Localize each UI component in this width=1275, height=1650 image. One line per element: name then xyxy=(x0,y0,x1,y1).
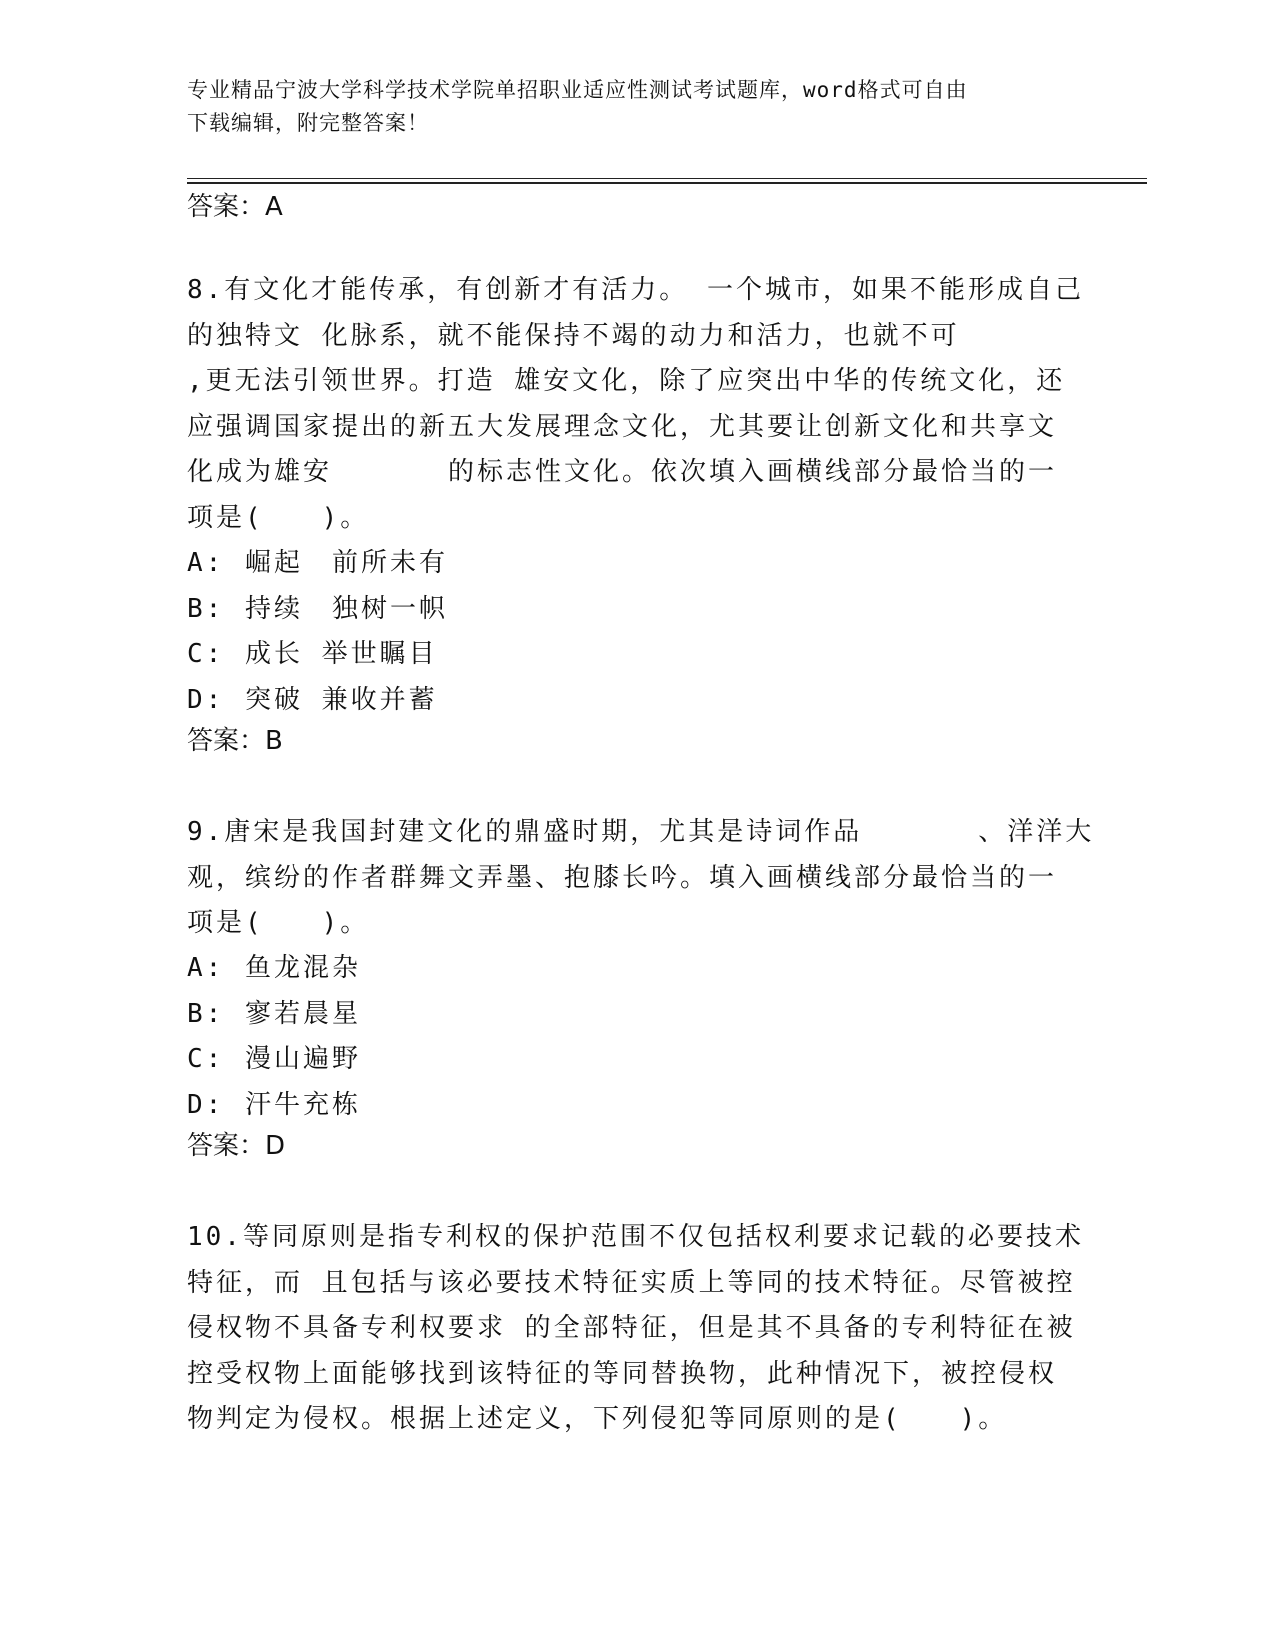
question-line: 特征，而 且包括与该必要技术特征实质上等同的技术特征。尽管被控 xyxy=(187,1267,1076,1298)
question-line: 物判定为侵权。根据上述定义，下列侵犯等同原则的是( )。 xyxy=(187,1404,1008,1434)
header-divider-thick xyxy=(187,182,1147,184)
option-key: C: xyxy=(187,639,225,669)
answer-8: 答案：B xyxy=(187,726,283,756)
option-text: 汗牛充栋 xyxy=(245,1089,362,1120)
header-divider-thin xyxy=(187,178,1147,179)
answer-9: 答案：D xyxy=(187,1131,286,1161)
option-c xyxy=(187,632,448,678)
option-key: D: xyxy=(187,684,225,715)
option-text: 成长 举世瞩目 xyxy=(245,639,438,669)
header-line-1: 专业精品宁波大学科学技术学院单招职业适应性测试考试题库，word格式可自由 xyxy=(187,78,968,102)
option-text: 持续 独树一帜 xyxy=(245,593,449,624)
question-line: 观，缤纷的作者群舞文弄墨、抱膝长吟。填入画横线部分最恰当的一 xyxy=(187,862,1058,893)
option-c xyxy=(187,1037,361,1083)
option-key: A: xyxy=(187,953,225,983)
question-line: 10.等同原则是指专利权的保护范围不仅包括权利要求记载的必要技术 xyxy=(187,1222,1084,1252)
option-text: 漫山遍野 xyxy=(245,1044,362,1074)
option-key: A: xyxy=(187,548,225,578)
option-text: 寥若晨星 xyxy=(245,998,362,1029)
option-d xyxy=(187,1083,361,1129)
option-b xyxy=(187,587,448,633)
question-line: ,更无法引领世界。打造 雄安文化，除了应突出中华的传统文化，还 xyxy=(187,366,1066,396)
question-10 xyxy=(187,1215,1084,1443)
option-key: D: xyxy=(187,1089,225,1120)
question-line: 化成为雄安 的标志性文化。依次填入画横线部分最恰当的一 xyxy=(187,457,1058,487)
option-text: 突破 兼收并蓄 xyxy=(245,684,438,715)
option-text: 崛起 前所未有 xyxy=(245,548,449,578)
option-a xyxy=(187,541,448,587)
question-line: 9.唐宋是我国封建文化的鼎盛时期，尤其是诗词作品 、洋洋大 xyxy=(187,817,1095,847)
question-8-options xyxy=(187,541,448,723)
header-line-2: 下载编辑，附完整答案！ xyxy=(187,111,429,135)
question-line: 项是( )。 xyxy=(187,502,370,533)
option-d xyxy=(187,678,448,724)
answer-7: 答案：A xyxy=(187,192,283,222)
question-line: 侵权物不具备专利权要求 的全部特征，但是其不具备的专利特征在被 xyxy=(187,1313,1076,1343)
option-key: B: xyxy=(187,593,225,624)
option-key: C: xyxy=(187,1044,225,1074)
question-line: 项是( )。 xyxy=(187,908,370,938)
option-b xyxy=(187,992,361,1038)
question-9-options xyxy=(187,946,361,1128)
question-line: 应强调国家提出的新五大发展理念文化，尤其要让创新文化和共享文 xyxy=(187,411,1058,442)
question-9 xyxy=(187,810,1095,947)
page-header xyxy=(187,74,1067,140)
question-8 xyxy=(187,268,1084,541)
option-a xyxy=(187,946,361,992)
question-line: 控受权物上面能够找到该特征的等同替换物，此种情况下，被控侵权 xyxy=(187,1358,1058,1389)
option-key: B: xyxy=(187,998,225,1029)
question-line: 8.有文化才能传承，有创新才有活力。 一个城市，如果不能形成自己 xyxy=(187,275,1084,305)
option-text: 鱼龙混杂 xyxy=(245,953,362,983)
question-line: 的独特文 化脉系，就不能保持不竭的动力和活力，也就不可 xyxy=(187,320,960,351)
